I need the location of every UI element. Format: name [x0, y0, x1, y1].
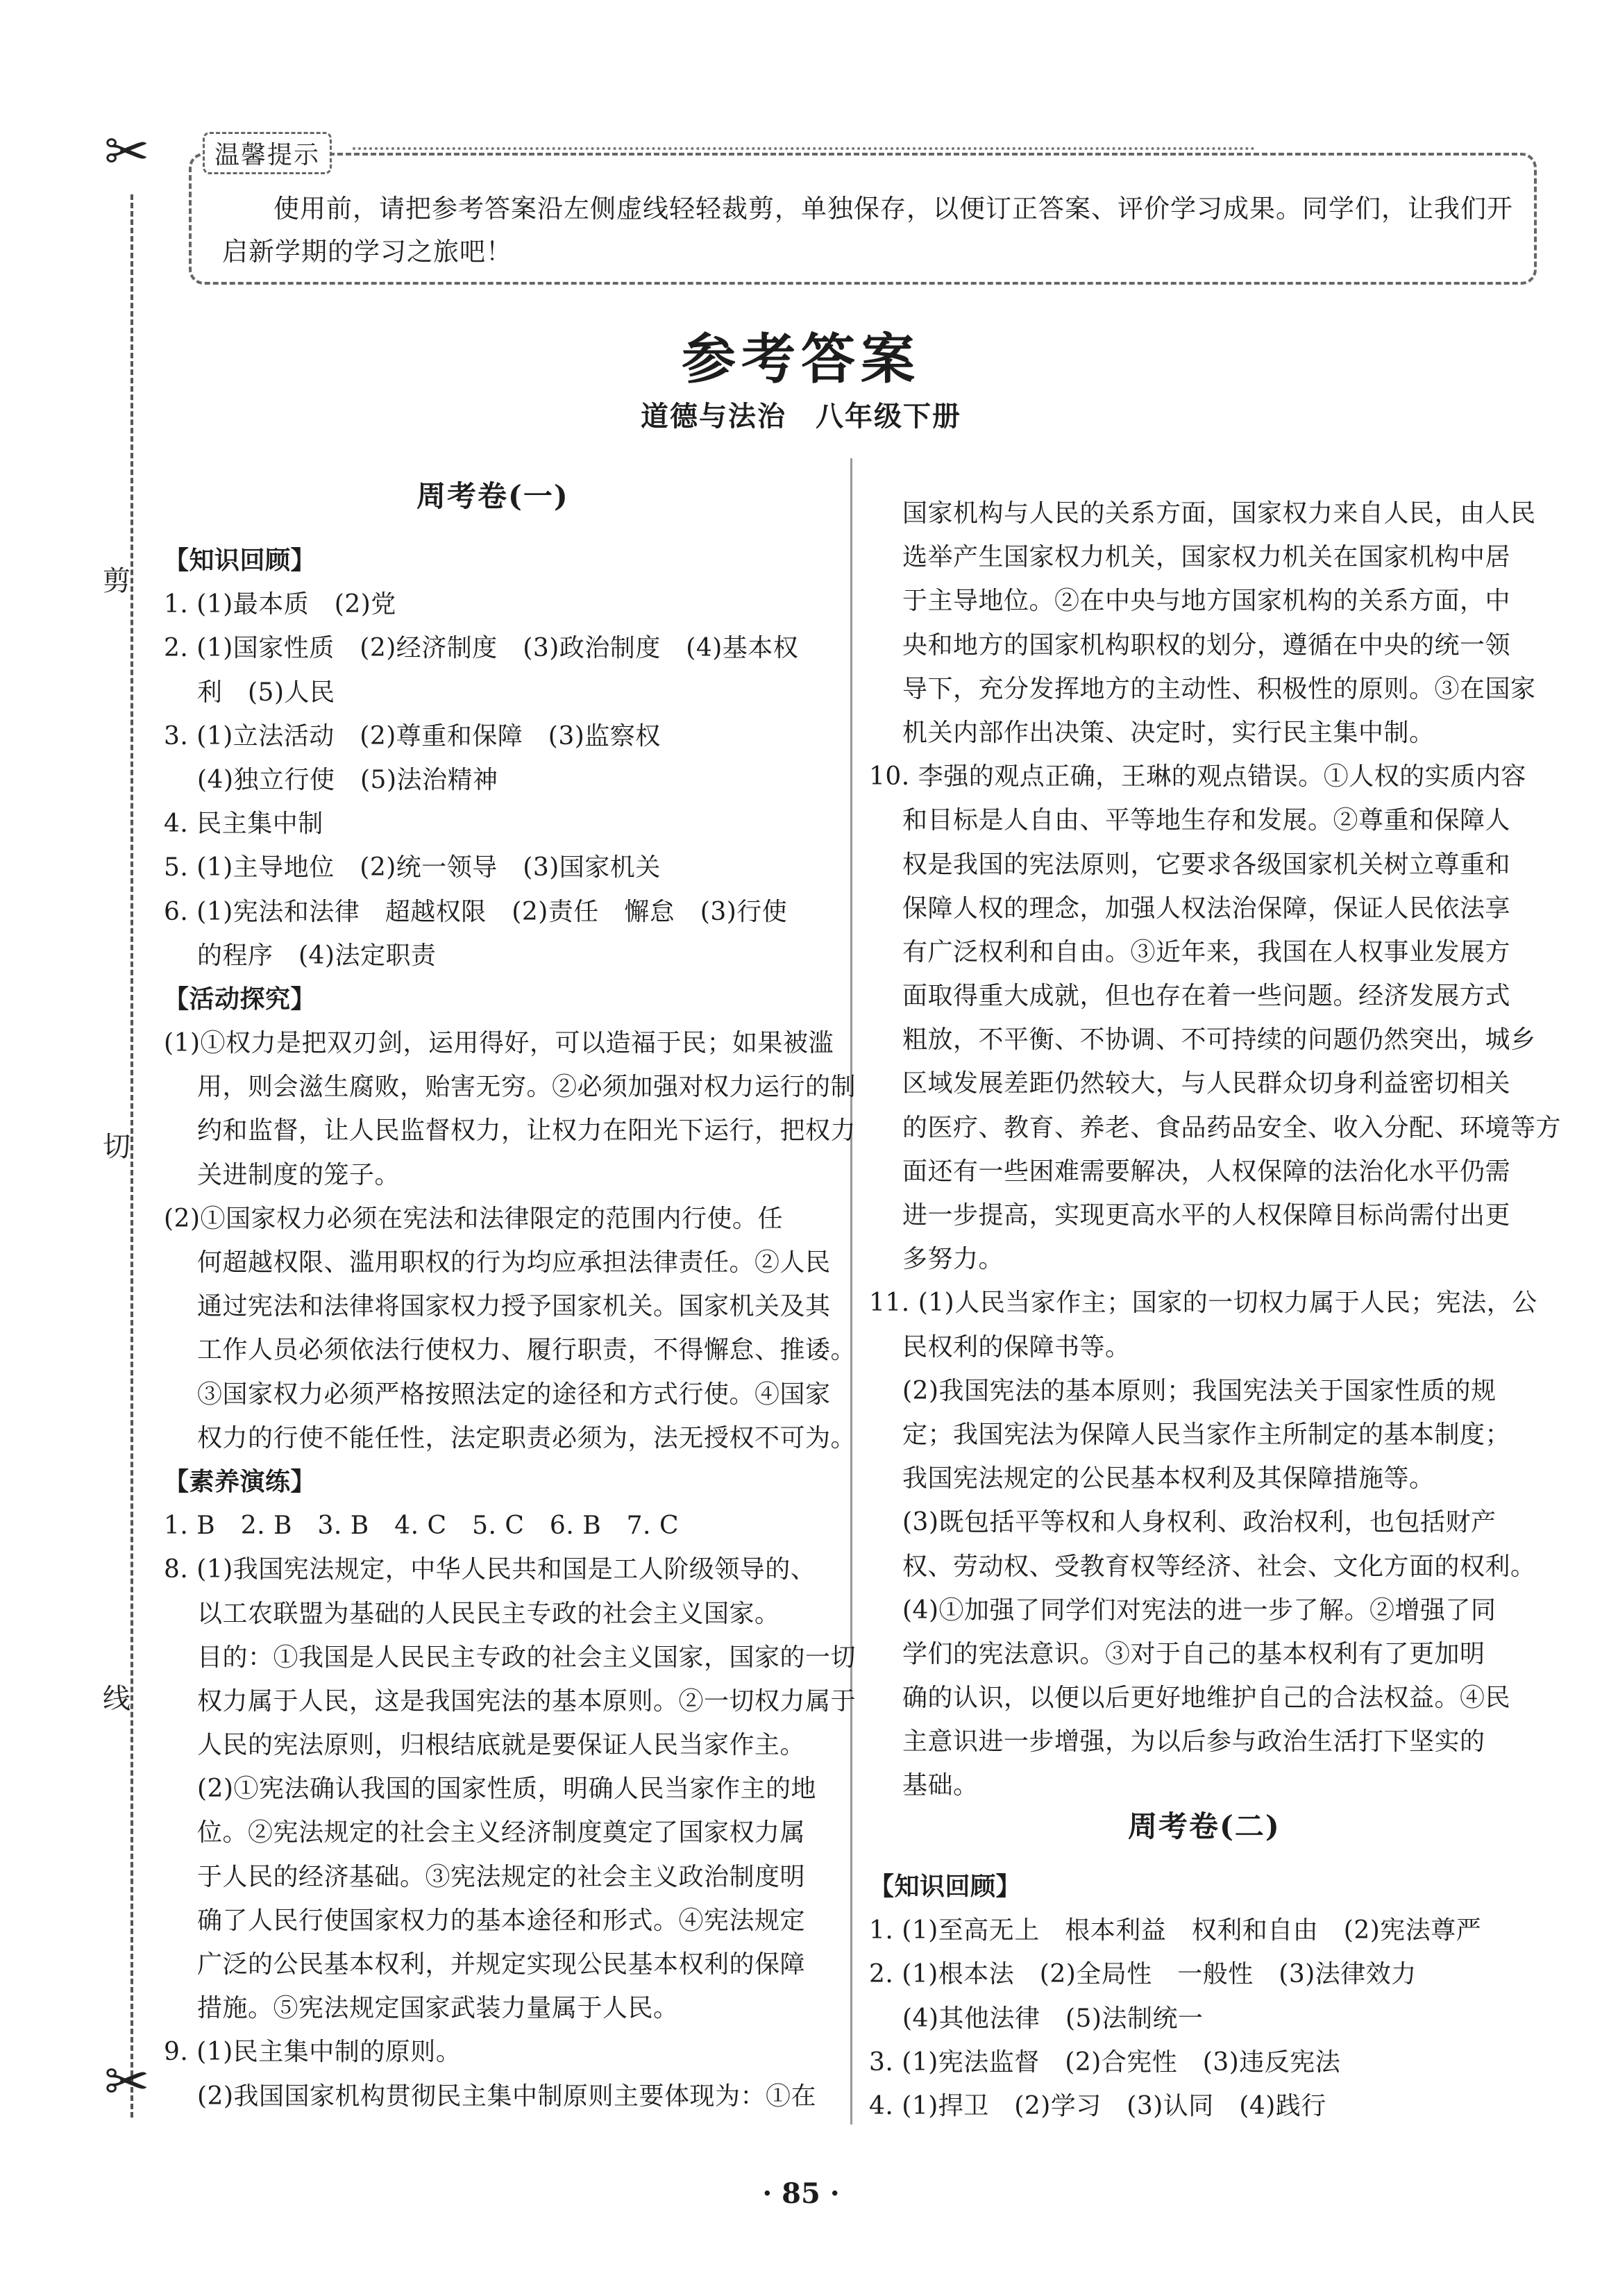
answer-line: 何超越权限、滥用职权的行为均应承担法律责任。②人民 — [197, 1248, 831, 1277]
tip-text: 使用前，请把参考答案沿左侧虚线轻轻裁剪，单独保存，以便订正答案、评价学习成果。同学们，让我们开启新学期的学习之旅吧！ — [222, 194, 1513, 267]
right-column-top — [869, 492, 1562, 1808]
scissors-icon: ✂ — [104, 121, 150, 183]
cut-guide-line — [130, 194, 133, 2118]
answer-line: 【活动探究】 — [164, 984, 317, 1014]
answer-line: 用，则会滋生腐败，贻害无穷。②必须加强对权力运行的制 — [197, 1073, 857, 1102]
answer-line: (3)既包括平等权和人身权利、政治权利，也包括财产 — [902, 1508, 1496, 1537]
answer-line: 约和监督，让人民监督权力，让权力在阳光下运行，把权力 — [197, 1116, 857, 1146]
answer-line: (2)我国宪法的基本原则；我国宪法关于国家性质的规 — [902, 1376, 1496, 1405]
answer-line: 保障人权的理念，加强人权法治保障，保证人民依法享 — [902, 894, 1511, 923]
answer-line: (4)独立行使 (5)法治精神 — [197, 765, 498, 794]
answer-line: (1)①权力是把双刃剑，运用得好，可以造福于民；如果被滥 — [164, 1029, 834, 1058]
answer-line: 3. (1)立法活动 (2)尊重和保障 (3)监察权 — [164, 721, 661, 751]
answer-line: 权力的行使不能任性，法定职责必须为，法无授权不可为。 — [197, 1423, 857, 1452]
answer-line: 1. (1)最本质 (2)党 — [164, 590, 396, 619]
answer-line: 4. 民主集中制 — [164, 810, 323, 839]
section-heading-week2: 周考卷(二) — [1128, 1809, 1281, 1843]
tip-title: 温馨提示 — [203, 132, 332, 174]
answer-line: 【知识回顾】 — [869, 1872, 1022, 1901]
answer-line: 3. (1)宪法监督 (2)合宪性 (3)违反宪法 — [869, 2047, 1341, 2077]
answer-line: (2)①宪法确认我国的国家性质，明确人民当家作主的地 — [197, 1775, 816, 1804]
answer-line: 权力属于人民，这是我国宪法的基本原则。②一切权力属于 — [197, 1686, 857, 1716]
answer-line: 2. (1)国家性质 (2)经济制度 (3)政治制度 (4)基本权 — [164, 634, 799, 663]
answer-line: 权是我国的宪法原则，它要求各级国家机关树立尊重和 — [902, 850, 1511, 879]
answer-line: 人民的宪法原则，归根结底就是要保证人民当家作主。 — [197, 1731, 806, 1760]
answer-line: (2)我国国家机构贯彻民主集中制原则主要体现为：①在 — [197, 2081, 816, 2111]
right-column-bottom — [869, 1865, 1535, 2128]
answer-line: 措施。⑤宪法规定国家武装力量属于人民。 — [197, 1994, 679, 2023]
answer-line: 国家机构与人民的关系方面，国家权力来自人民，由人民 — [902, 499, 1536, 528]
answer-line: ③国家权力必须严格按照法定的途径和方式行使。④国家 — [197, 1380, 831, 1409]
answer-line: 进一步提高，实现更高水平的人权保障目标尚需付出更 — [902, 1201, 1511, 1230]
answer-line: 的医疗、教育、养老、食品药品安全、收入分配、环境等方 — [902, 1113, 1562, 1142]
answer-line: 通过宪法和法律将国家权力授予国家机关。国家机关及其 — [197, 1292, 831, 1321]
scissors-icon: ✂ — [104, 2051, 150, 2113]
answer-line: 的程序 (4)法定职责 — [197, 941, 437, 970]
answer-line: 广泛的公民基本权利，并规定实现公民基本权利的保障 — [197, 1950, 806, 1979]
answer-line: 目的：①我国是人民民主专政的社会主义国家，国家的一切 — [197, 1643, 857, 1672]
left-column — [164, 539, 857, 2118]
answer-line: 8. (1)我国宪法规定，中华人民共和国是工人阶级领导的、 — [164, 1555, 816, 1584]
answer-line: 1. B 2. B 3. B 4. C 5. C 6. B 7. C — [164, 1511, 679, 1541]
answer-line: 于主导地位。②在中央与地方国家机构的关系方面，中 — [902, 587, 1511, 616]
section-heading-week1: 周考卷(一) — [416, 479, 569, 513]
answer-line: (4)其他法律 (5)法制统一 — [902, 2004, 1204, 2033]
answer-line: 6. (1)宪法和法律 超越权限 (2)责任 懈怠 (3)行使 — [164, 897, 788, 926]
page-number: · 85 · — [762, 2177, 840, 2210]
answer-line: 于人民的经济基础。③宪法规定的社会主义政治制度明 — [197, 1862, 806, 1891]
page-subtitle: 道德与法治 八年级下册 — [641, 400, 961, 433]
answer-line: 4. (1)捍卫 (2)学习 (3)认同 (4)践行 — [869, 2091, 1326, 2120]
answer-line: 11. (1)人民当家作主；国家的一切权力属于人民；宪法，公 — [869, 1289, 1537, 1318]
answer-line: 工作人员必须依法行使权力、履行职责，不得懈怠、推诿。 — [197, 1336, 857, 1365]
cut-label: 切 — [103, 1118, 130, 1171]
answer-line: 学们的宪法意识。③对于自己的基本权利有了更加明 — [902, 1639, 1485, 1668]
answer-line: 民权利的保障书等。 — [902, 1332, 1131, 1361]
answer-line: 定；我国宪法为保障人民当家作主所制定的基本制度； — [902, 1420, 1511, 1449]
answer-line: 面取得重大成就，但也存在着一些问题。经济发展方式 — [902, 982, 1511, 1011]
answer-line: (2)①国家权力必须在宪法和法律限定的范围内行使。任 — [164, 1204, 783, 1233]
answer-line: 位。②宪法规定的社会主义经济制度奠定了国家权力属 — [197, 1818, 806, 1847]
answer-line: 确了人民行使国家权力的基本途径和形式。④宪法规定 — [197, 1906, 806, 1935]
answer-line: 和目标是人自由、平等地生存和发展。②尊重和保障人 — [902, 806, 1511, 835]
answer-line: 确的认识，以便以后更好地维护自己的合法权益。④民 — [902, 1684, 1511, 1713]
answer-line: 【素养演练】 — [164, 1466, 317, 1496]
answer-line: 央和地方的国家机构职权的划分，遵循在中央的统一领 — [902, 630, 1511, 660]
answer-line: 多努力。 — [902, 1245, 1004, 1274]
answer-line: 基础。 — [902, 1771, 979, 1800]
answer-line: 主意识进一步增强，为以后参与政治生活打下坚实的 — [902, 1727, 1485, 1757]
tip-dotted-rule — [353, 147, 1255, 150]
answer-line: 导下，充分发挥地方的主动性、积极性的原则。③在国家 — [902, 674, 1536, 703]
answer-line: (4)①加强了同学们对宪法的进一步了解。②增强了同 — [902, 1595, 1496, 1625]
answer-line: 1. (1)至高无上 根本利益 权利和自由 (2)宪法尊严 — [869, 1916, 1482, 1945]
column-divider — [850, 458, 852, 2125]
answer-line: 【知识回顾】 — [164, 546, 317, 575]
answer-line: 粗放，不平衡、不协调、不可持续的问题仍然突出，城乡 — [902, 1025, 1536, 1055]
answer-line: 面还有一些困难需要解决，人权保障的法治化水平仍需 — [902, 1157, 1511, 1186]
answer-line: 选举产生国家权力机关，国家权力机关在国家机构中居 — [902, 543, 1511, 572]
cut-label: 剪 — [103, 552, 130, 605]
answer-line: 有广泛权利和自由。③近年来，我国在人权事业发展方 — [902, 937, 1511, 966]
answer-line: 我国宪法规定的公民基本权利及其保障措施等。 — [902, 1464, 1435, 1493]
answer-line: 2. (1)根本法 (2)全局性 一般性 (3)法律效力 — [869, 1960, 1417, 1989]
answer-line: 9. (1)民主集中制的原则。 — [164, 2038, 462, 2067]
answer-line: 关进制度的笼子。 — [197, 1160, 400, 1189]
answer-line: 机关内部作出决策、决定时，实行民主集中制。 — [902, 718, 1435, 747]
page-title: 参考答案 — [681, 328, 920, 391]
cut-label: 线 — [103, 1670, 130, 1723]
answer-line: 权、劳动权、受教育权等经济、社会、文化方面的权利。 — [902, 1552, 1536, 1581]
answer-line: 以工农联盟为基础的人民民主专政的社会主义国家。 — [197, 1599, 780, 1628]
answer-line: 5. (1)主导地位 (2)统一领导 (3)国家机关 — [164, 853, 661, 882]
answer-line: 10. 李强的观点正确，王琳的观点错误。①人权的实质内容 — [869, 762, 1526, 791]
answer-line: 利 (5)人民 — [197, 678, 335, 707]
answer-line: 区域发展差距仍然较大，与人民群众切身利益密切相关 — [902, 1069, 1511, 1098]
